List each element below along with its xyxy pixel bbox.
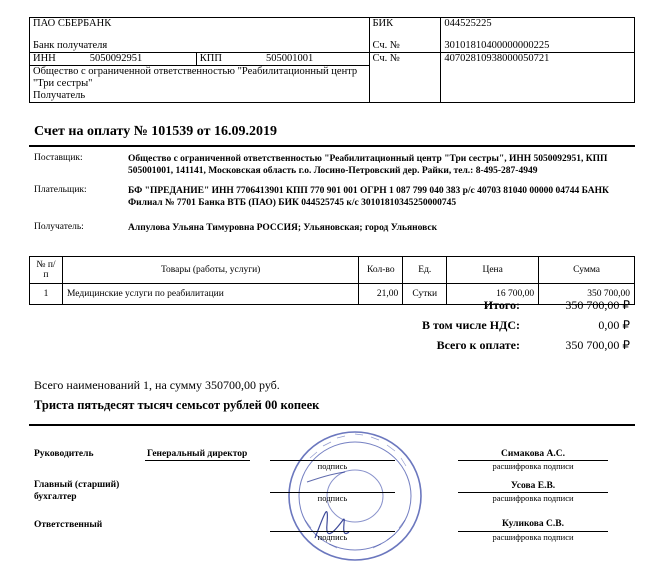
col-header-goods: Товары (работы, услуги): [62, 257, 358, 284]
bik-value: 044525225: [441, 18, 635, 41]
responsible-sign-caption: подпись: [317, 532, 348, 542]
cell-goods: Медицинские услуги по реабилитации: [62, 284, 358, 305]
head-decode-caption: расшифровка подписи: [492, 461, 574, 471]
cell-num: 1: [30, 284, 63, 305]
items-header-row: [30, 257, 635, 284]
inn-value: 5050092951: [89, 53, 143, 64]
bik-label: БИК: [369, 18, 441, 41]
invoice-title: Счет на оплату № 101539 от 16.09.2019: [34, 124, 277, 139]
head-position: Генеральный директор: [147, 449, 248, 459]
receiver-label: Получатель:: [34, 222, 84, 232]
bank-name: ПАО СБЕРБАНК: [30, 18, 370, 41]
account-label: Сч. №: [369, 53, 441, 103]
responsible-decode-caption: расшифровка подписи: [492, 532, 574, 542]
due-value: 350 700,00 ₽: [565, 338, 630, 352]
head-sign-caption: подпись: [317, 461, 348, 471]
payer-label: Плательщик:: [34, 185, 87, 195]
responsible-label: Ответственный: [34, 520, 103, 530]
corr-account-value: 30101810400000000225: [441, 40, 635, 53]
kpp-label: КПП: [199, 53, 222, 64]
cell-qty: 21,00: [359, 284, 403, 305]
col-header-qty: Кол-во: [359, 257, 403, 284]
recipient-bank-label: Банк получателя: [30, 40, 370, 53]
recipient-cell: [30, 66, 370, 103]
accountant-label-1: Главный (старший): [34, 480, 120, 490]
receiver-value: Алпулова Ульяна Тимуровна РОССИЯ; Ульяновская; город Ульяновск: [128, 223, 438, 233]
kpp-cell: [196, 53, 369, 66]
inn-cell: [30, 53, 197, 66]
head-label: Руководитель: [34, 449, 94, 459]
accountant-sign-caption: подпись: [317, 493, 348, 503]
cell-unit: Сутки: [403, 284, 447, 305]
supplier-value: Общество с ограниченной ответственностью "Реабилитационный центр "Три сестры", ИНН 5050092951, КПП 505001001, 141141, Московская область г.о. Лосино-Петровский дер. Райки, тел.: 8-495-287-4949: [128, 154, 608, 176]
cell-sum: 350 700,00: [539, 284, 635, 305]
head-name: Симакова А.С.: [500, 449, 566, 459]
total-label: Итого:: [483, 298, 520, 312]
supplier-label: Поставщик:: [34, 153, 83, 163]
kpp-value: 505001001: [265, 53, 314, 64]
position-line: [145, 460, 250, 461]
col-header-sum: Сумма: [539, 257, 635, 284]
col-header-unit: Ед.: [403, 257, 447, 284]
due-label: Всего к оплате:: [436, 338, 520, 352]
accountant-name: Усова Е.В.: [510, 481, 556, 491]
vat-label: В том числе НДС:: [421, 318, 520, 332]
account-value: 40702810938000050721: [441, 53, 635, 103]
cell-price: 16 700,00: [447, 284, 539, 305]
recipient-name: Общество с ограниченной ответственностью "Реабилитационный центр "Три сестры": [33, 66, 358, 89]
items-count-line: Всего наименований 1, на сумму 350700,00 руб.: [34, 378, 280, 392]
col-header-num: № п/п: [30, 257, 63, 284]
amount-in-words: Триста пятьдесят тысяч семьсот рублей 00 копеек: [34, 398, 320, 412]
responsible-name: Куликова С.В.: [501, 519, 565, 529]
bank-details-table: [29, 17, 635, 103]
accountant-decode-caption: расшифровка подписи: [492, 493, 574, 503]
inn-label: ИНН: [33, 53, 56, 64]
vat-value: 0,00 ₽: [598, 318, 630, 332]
corr-account-label: Сч. №: [369, 40, 441, 53]
total-value: 350 700,00 ₽: [565, 298, 630, 312]
accountant-label-2: бухгалтер: [34, 492, 77, 502]
summary-rule: [29, 424, 635, 426]
title-rule: [29, 145, 635, 147]
recipient-label: Получатель: [33, 90, 86, 101]
col-header-price: Цена: [447, 257, 539, 284]
payer-value: БФ "ПРЕДАНИЕ" ИНН 7706413901 КПП 770 901 001 ОГРН 1 087 799 040 383 р/с 40703 81040 00000 04744 БАНК Филиал № 7701 Банка ВТБ (ПАО) БИК 044525745 к/с 30101810345250000745: [128, 186, 609, 208]
